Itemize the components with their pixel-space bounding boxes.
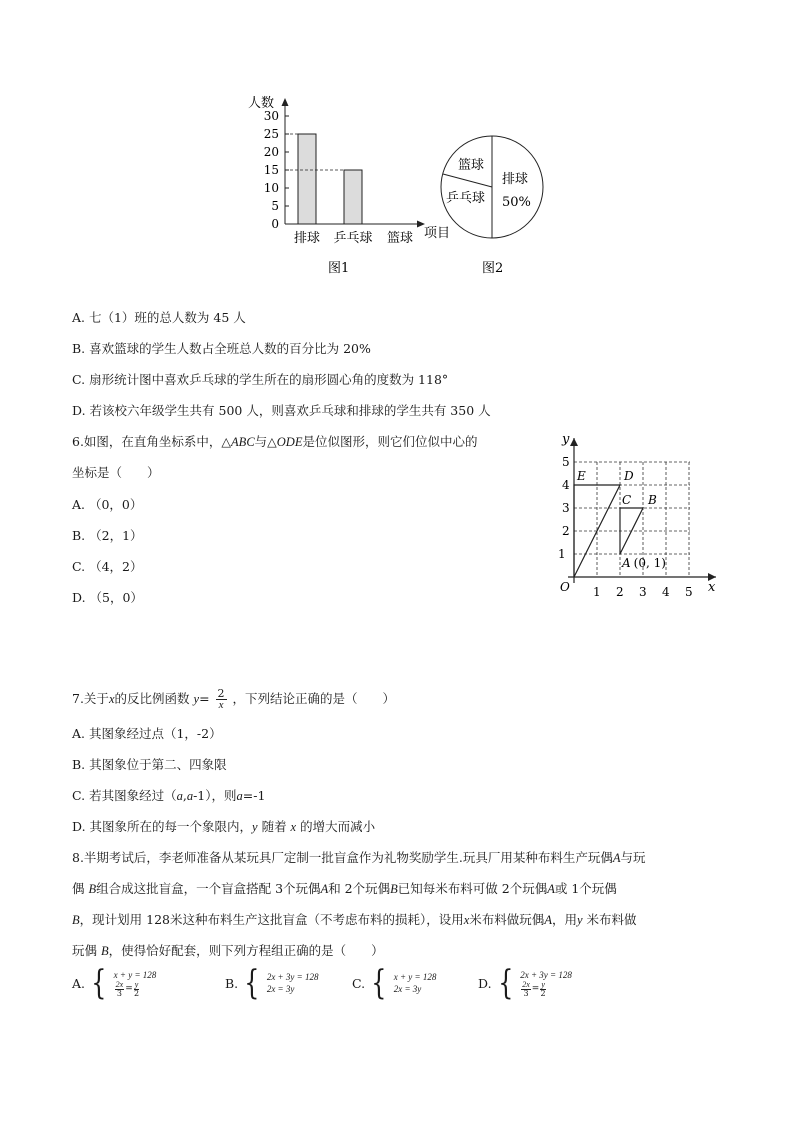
bar-chart-xlabel: 项目 [424,226,451,241]
y-tick-3: 3 [562,501,570,515]
bar-chart-y-tick-label: 30 [263,109,279,123]
brace-d: { [497,963,513,1003]
bar-chart-y-tick-label: 5 [271,199,279,213]
bar-chart-bar [298,134,316,224]
q6-option-d: D. （5，0） [72,590,143,605]
q8-option-b: B. { 2x + 3y = 128 2x = 3y [225,963,319,1003]
bar-chart-y-tick-label: 10 [263,181,279,195]
x-tick-3: 3 [639,585,647,599]
bar-chart-bar [344,170,362,224]
pie-label-pingpong: 乒乓球 [446,191,486,206]
bar-chart-figure [240,90,470,280]
point-a-label: A (0, 1) [622,556,666,570]
figure-1-caption: 图1 [328,261,350,276]
pie-divider-slant [443,174,492,187]
q7-option-d: D. 其图象所在的每一个象限内，y 随着 x 的增大而减小 [72,819,376,834]
q7-option-b: B. 其图象位于第二、四象限 [72,757,227,772]
figure-2-caption: 图2 [482,261,504,276]
q8-stem-line-3: B，现计划用 128米这种布料生产这批盲盒（不考虑布料的损耗），设用x米布料做玩偶A，用y 米布料做 [72,912,637,927]
q6-option-c: C. （4，2） [72,559,143,574]
q7-stem: 7.关于x的反比例函数 y= $\frac{2}{x}$ ，下列结论正确的是（ ） [72,687,396,711]
x-tick-4: 4 [662,585,670,599]
coordinate-grid-figure [550,428,730,603]
brace-b: { [244,963,260,1003]
q8-option-d: D. { 2x + 3y = 128 $\frac{2x}{3}$ = $\frac{y}{2}$ [478,963,572,1003]
pie-chart-figure [440,132,550,282]
q6-stem-line-1: 6.如图，在直角坐标系中，△ABC与△ODE是位似图形，则它们位似中心的 [72,434,478,449]
q7-fraction: $\frac{2}{x}$ [217,687,225,711]
y-axis-label: y [562,432,570,447]
y-tick-4: 4 [562,478,570,492]
q8-option-a: A. { x + y = 128 $\frac{2x}{3}$ = $\frac{y}{2}$ [72,963,157,1003]
q6-option-a: A. （0，0） [72,497,143,512]
brace-a: { [91,963,107,1003]
x-axis-label: x [708,580,716,595]
point-b-label: B [648,493,657,507]
bar-chart-category-label: 篮球 [386,231,414,246]
origin-label: O [560,580,570,594]
bar-chart-y-tick-label: 25 [263,127,279,141]
pie-label-basketball: 篮球 [458,158,485,173]
q5-option-d: D. 若该校六年级学生共有 500 人，则喜欢乒乓球和排球的学生共有 350 人 [72,403,491,418]
q5-option-b: B. 喜欢篮球的学生人数占全班总人数的百分比为 20% [72,341,371,356]
x-tick-labels [593,585,693,599]
y-tick-5: 5 [562,455,570,469]
x-tick-2: 2 [616,585,624,599]
y-tick-2: 2 [562,524,570,538]
q8-stem-line-1: 8.半期考试后，李老师准备从某玩具厂定制一批盲盒作为礼物奖励学生.玩具厂用某种布料生产玩偶A与玩 [72,850,646,865]
q5-option-a: A. 七（1）班的总人数为 45 人 [72,310,246,325]
q5-option-c: C. 扇形统计图中喜欢乒乓球的学生所在的扇形圆心角的度数为 118° [72,372,449,387]
q6-option-b: B. （2，1） [72,528,143,543]
bar-chart-y-tick-label: 0 [271,217,279,231]
bar-chart-y-tick-label: 15 [263,163,279,177]
pie-label-volleyball: 排球 [502,172,529,187]
bar-chart-category-label: 乒乓球 [333,231,373,246]
point-c-label: C [622,493,632,507]
q8-option-c: C. { x + y = 128 2x = 3y [352,963,437,1003]
q6-stem-line-2: 坐标是（ ） [72,465,160,480]
y-axis-arrow [570,438,578,446]
bar-chart-y-arrow [282,98,289,106]
point-e-label: E [577,469,586,483]
pie-label-percent: 50% [502,195,531,210]
y-tick-labels [558,455,570,561]
bar-chart-category-label: 排球 [293,231,321,246]
point-d-label: D [624,469,634,483]
bar-chart-plot [264,98,425,246]
q8-stem-line-4: 玩偶 B，使得恰好配套，则下列方程组正确的是（ ） [72,943,384,958]
q7-option-a: A. 其图象经过点（1，-2） [72,726,222,741]
y-tick-1: 1 [558,547,566,561]
bar-chart-ylabel: 人数 [248,96,275,111]
brace-c: { [371,963,387,1003]
x-tick-5: 5 [685,585,693,599]
q8-stem-line-2: 偶 B组合成这批盲盒，一个盲盒搭配 3个玩偶A和 2个玩偶B已知每米布料可做 2个玩偶A或 1个玩偶 [72,881,617,896]
x-tick-1: 1 [593,585,601,599]
bar-chart-y-tick-label: 20 [263,145,279,159]
q7-option-c: C. 若其图象经过（a,a-1），则a=-1 [72,788,266,803]
